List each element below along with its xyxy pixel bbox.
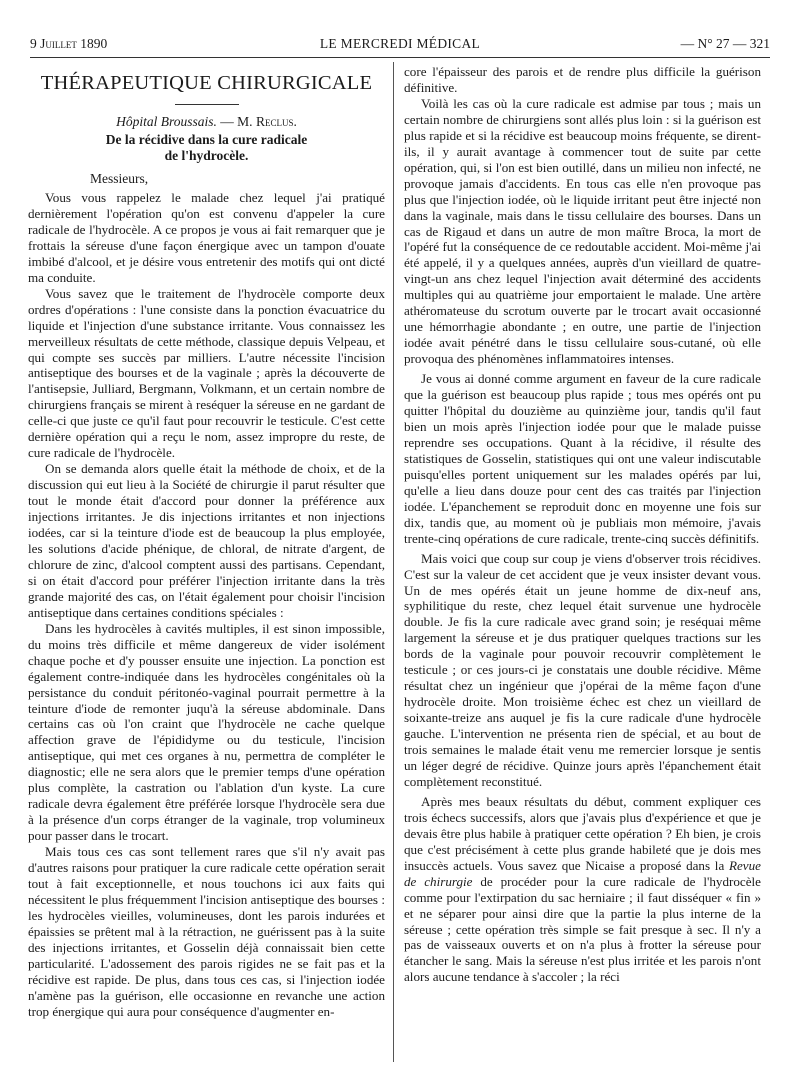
paragraph: Voilà les cas où la cure radicale est admise par tous ; mais un certain nombre de chirurgiens sont allés plus loin : si la guérison est plus rapide et si la récidive est beaucoup moins fréquente, se dirent-ils, il y aurait avantage à commencer tout de suite par cette opération, qui, si l'on est bien outillé, dans un milieu non infecté, ne provoque jamais d'accidents. En tous cas elle n'en provoque pas plus que l'injection iodée, où le liquide irritant peut être injecté non dans la vaginale, mais dans le tissu cellulaire des bourses. Dans un cas de Rigaud et dans un autre de mon maître Broca, la mort de l'opéré fut la conséquence de ce redoutable accident. Moi-même j'ai été appelé, il y a quelques années, auprès d'un vieillard de quatre-vingt-un ans chez lequel l'injection avait déterminé des accidents multiples qui au quatrième jour emportaient le malade. Une artère athéromateuse du scrotum ouverte par le trocart avait occasionné une hémorrhagie abondante ; en outre, une partie de l'injection iodée avait pénétré dans le tissu cellulaire sous-cutané, où elle provoqua des phénomènes inflammatoires intenses. bbox=[404, 95, 761, 367]
article-title-line-1: De la récidive dans la cure radicale bbox=[105, 132, 308, 147]
paragraph-text: Après mes beaux résultats du début, comment expliquer ces trois échecs successifs, alors que j'avais plus d'expérience et que je devais être plus habile à pratiquer cette opération ? Eh bien, je crois que c'est précisément à cette plus grande habileté que je dois mes insuccès actuels. Vous savez que Nicaise a proposé dans la bbox=[404, 793, 761, 873]
article-title-line-2: de l'hydrocèle. bbox=[164, 148, 249, 163]
paragraph: Vous savez que le traitement de l'hydrocèle comporte deux ordres d'opérations : l'une consiste dans la ponction évacuatrice du liquide et l'injection d'une substance irritante. Vous connaissez les merveilleux résultats de cette méthode, classique depuis Velpeau, et qui compte ses succès par milliers. L'autre nécessite l'incision antiseptique des bourses et de la vaginale ; après la découverte de l'antisepsie, Julliard, Bergmann, Volkmann, et un certain nombre de chirurgiens français se mirent à reséquer la séreuse en ne gardant de celle-ci que juste ce qu'il faut pour recouvrir le testicule. C'est cette dernière opération qui a reçu le nom, assez impropre du reste, de cure radicale de l'hydrocèle. bbox=[28, 285, 385, 461]
header-rule bbox=[30, 57, 770, 58]
left-column bbox=[28, 64, 385, 1064]
salutation: Messieurs, bbox=[90, 171, 149, 186]
journal-title: LE MERCREDI MÉDICAL bbox=[319, 36, 481, 51]
paragraph: Dans les hydrocèles à cavités multiples, il est sinon impossible, du moins très difficile et même dangereux de vider isolément chaque poche et d'y pousser ensuite une injection. La ponction est également contre-indiquée dans les hydrocèles congénitales où la persistance du conduit péritonéo-vaginal pourrait permettre à la teinture d'iode de remonter juqu'à la séreuse abdominale. Dans certains cas où l'on craint que l'hydrocèle ne cache quelque affection grave de l'épididyme ou du testicule, l'incision antiseptique, qui met ces organes à nu, permettra de compléter le diagnostic; elle ne sera alors que le premier temps d'une opération plus complète, la castration ou l'ablation d'un kyste. La cure radicale devra également être préférée lorsque l'hydrocèle sera due à la présence d'un corps étranger de la vaginale, trop volumineux pour passer dans le trocart. bbox=[28, 620, 385, 844]
paragraph: Je vous ai donné comme argument en faveur de la cure radicale que la guérison est beaucoup plus rapide ; tous mes opérés ont pu quitter l'hôpital du douzième au quinzième jour, tandis qu'il faut bien un mois après l'injection iodée pour que le malade puisse reprendre ses occupations. Quant à la récidive, il résulte des statistiques de Gosselin, statistiques qui ont une valeur indiscutable puisqu'elles portent uniquement sur les malades opérés par lui, qu'elle a lieu dans douze pour cent des cas traités par l'injection iodée. L'épanchement se reproduit donc en moyenne une fois sur dix, tandis que, au moment où je publiais mon mémoire, j'avais trente-cinq opérations de cure radicale, trente-cinq succès définitifs. bbox=[404, 371, 761, 546]
paragraph: Mais tous ces cas sont tellement rares que s'il n'y avait pas d'autres raisons pour pratiquer la cure radicale cette opération serait tout à fait exceptionnelle, et nous touchons ici aux faits qui nécessitent le plus fréquemment l'incision antiseptique des bourses : les hydrocèles vieilles, volumineuses, dont les parois indurées et épaissies se prêtent mal à la rétraction, ne guérissent pas à la suite des injections irritantes, et Gosselin déjà connaissait bien cette particularité. L'adossement des parois rigides ne se fait pas et la récidive est rapide. De plus, dans tous ces cas, si l'injection iodée n'amène pas la guérison, elle occasionne en revanche une action trop énergique qui aura pour conséquence d'augmenter en- bbox=[28, 844, 385, 1019]
paragraph: Mais voici que coup sur coup je viens d'observer trois récidives. C'est sur la valeur de cet accident que je veux insister devant vous. Un de mes opérés était un jeune homme de dix-neuf ans, syphilitique du reste, chez lequel était survenue une hydrocèle double. Je fis la cure radicale avec grand soin; je reséquai même largement la séreuse et je dus pratiquer quelques tractions sur les bords de la vaginale pour pouvoir recouvrir complètement le testicule ; or ces jours-ci je constatais une double récidive. Même résultat chez un ingénieur que j'opérai de la même façon d'une hydrocèle droite. Mon troisième échec est chez un vieillard de soixante-treize ans auquel je fis la cure radicale d'une hydrocèle gauche. L'intervention ne présenta rien de spécial, et au bout de trois semaines le malade était venu me remercier lorsque je sentis un léger degré de récidive. Quinze jours après l'épanchement était complètement reconstitué. bbox=[404, 550, 761, 789]
paragraph-continued: core l'épaisseur des parois et de rendre plus difficile la guérison définitive. bbox=[404, 64, 761, 95]
section-rule bbox=[175, 104, 239, 105]
issue-date: 9 Juillet 1890 bbox=[30, 36, 108, 51]
page-number: — N° 27 — 321 bbox=[680, 36, 770, 51]
column-divider bbox=[393, 62, 394, 1062]
section-title: THÉRAPEUTIQUE CHIRURGICALE bbox=[40, 72, 373, 94]
paragraph bbox=[404, 794, 761, 985]
paragraph: On se demanda alors quelle était la méthode de choix, et de la discussion qui eut lieu à la Société de chirurgie il parut résulter que tout le monde était d'accord pour donner la préférence aux injections irritantes. Je dis injections irritantes et non injections iodées, car si la teinture d'iode est de beaucoup la plus employée, les solutions d'acide phénique, de chloral, de nitrate d'argent, de chlorure de zinc, d'alcool comptent aussi des partisans. Cependant, si on était d'accord pour préférer l'injection irritante dans la très grande majorité des cas, on l'était également pour choisir l'incision antiseptique dans certaines conditions spéciales : bbox=[28, 461, 385, 620]
hospital-line bbox=[28, 113, 385, 130]
hospital-name: Hôpital Broussais. bbox=[116, 114, 217, 129]
article-title bbox=[28, 132, 385, 164]
author-name: Reclus. bbox=[255, 114, 297, 129]
paragraph: Vous vous rappelez le malade chez lequel j'ai pratiqué dernièrement l'opération qu'on est convenu d'appeler la cure radicale de l'hydrocèle. A ce propos je vous ai fait remarquer que je frottais la séreuse d'une façon énergique avec un tampon d'ouate imbibé d'alcool, et je désire vous entretenir des motifs qui ont dicté ma conduite. bbox=[28, 190, 385, 285]
paragraph-text: de procéder pour la cure radicale de l'hydrocèle comme pour l'extirpation du sac herniaire ; il faut disséquer « fin » et ne séparer pour ainsi dire que la partie la plus interne de la séreuse ; cette opération très simple se fait presque à sec. Il n'y a pas de vaisseaux ouverts et on n'a plus à frotter la séreuse pour étancher le sang. Mais la séreuse n'est plus irritée et les parois n'ont alors aucune tendance à s'accoler ; la réci bbox=[404, 873, 761, 985]
journal-reference: Revue de chirurgie bbox=[404, 857, 761, 889]
running-header bbox=[30, 34, 770, 54]
right-column bbox=[404, 64, 761, 1064]
author-prefix: — M. bbox=[220, 114, 253, 129]
